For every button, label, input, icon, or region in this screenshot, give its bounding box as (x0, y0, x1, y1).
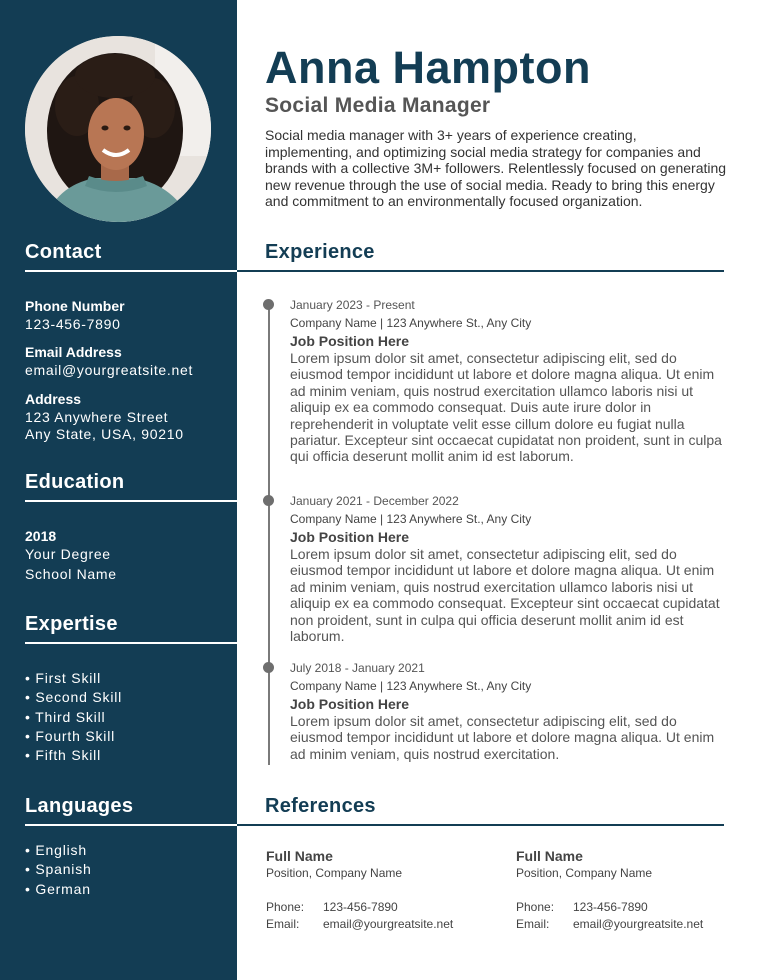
timeline-dot (263, 495, 274, 506)
phone-value[interactable]: 123-456-7890 (25, 316, 121, 332)
reference-name: Full Name (266, 848, 333, 864)
reference-email[interactable]: email@yourgreatsite.net (573, 917, 704, 931)
job-dates: January 2021 - December 2022 (290, 494, 459, 508)
job-company: Company Name | 123 Anywhere St., Any City (290, 679, 532, 693)
reference-phone-row (516, 899, 746, 916)
timeline-dot (263, 299, 274, 310)
job-title: Job Position Here (290, 529, 410, 545)
language-item: • Spanish (25, 860, 92, 879)
expertise-divider (25, 642, 237, 644)
timeline-dot (263, 662, 274, 673)
expertise-list (25, 669, 122, 765)
reference-phone-row (266, 899, 496, 916)
reference-email[interactable]: email@yourgreatsite.net (323, 917, 454, 931)
expertise-item: • Fifth Skill (25, 746, 122, 765)
job-description: Lorem ipsum dolor sit amet, consectetur adipiscing elit, sed do eiusmod tempor incididunt ut labore et dolore magna aliqua. Ut enim ad minim veniam, quis nostrud exercitation ullamco laboris nisi ut aliquip ex ea commodo consequat. Duis aute irure dolor in reprehenderit in voluptate velit esse cillum dolore eu fugiat nulla pariatur. Excepteur sint occaecat cupidatat non proident, sunt in culpa qui officia deserunt mollit anim id est laborum. (290, 350, 722, 465)
reference-email-row (266, 916, 496, 933)
reference-email-label: Email: (266, 917, 300, 931)
expertise-item: • Fourth Skill (25, 727, 122, 746)
experience-heading: Experience (265, 241, 375, 263)
timeline-line (268, 305, 270, 765)
reference-position: Position, Company Name (516, 866, 653, 880)
job-description: Lorem ipsum dolor sit amet, consectetur adipiscing elit, sed do eiusmod tempor incididunt ut labore et dolore magna aliqua. Ut enim ad minim veniam, quis nostrud exercitation. (290, 713, 715, 762)
address-line-2: Any State, USA, 90210 (25, 426, 184, 442)
job-dates: July 2018 - January 2021 (290, 661, 425, 675)
reference-card (266, 848, 496, 933)
education-degree: Your Degree (25, 546, 111, 562)
education-divider (25, 500, 237, 502)
language-item: • German (25, 880, 92, 899)
sidebar (0, 0, 237, 980)
reference-phone-label: Phone: (266, 900, 305, 914)
address-line-1: 123 Anywhere Street (25, 409, 169, 425)
experience-entry (290, 660, 730, 762)
job-title: Job Position Here (290, 333, 410, 349)
job-company: Company Name | 123 Anywhere St., Any City (290, 512, 532, 526)
phone-label: Phone Number (25, 298, 125, 314)
references-divider (237, 824, 724, 826)
address-label: Address (25, 391, 82, 407)
expertise-item: • Third Skill (25, 708, 122, 727)
reference-email-row (516, 916, 746, 933)
profile-photo-illustration (25, 36, 211, 222)
job-role: Social Media Manager (265, 94, 491, 117)
reference-email-label: Email: (516, 917, 550, 931)
profile-summary: Social media manager with 3+ years of experience creating, implementing, and optimizing social media strategy for companies and brands with a collective 3M+ followers. Relentlessly focused on generating new revenue through the use of social media. Ready to bring this energy and commitment to an environmentally focused organization. (265, 127, 727, 210)
reference-phone[interactable]: 123-456-7890 (573, 900, 648, 914)
job-description: Lorem ipsum dolor sit amet, consectetur adipiscing elit, sed do eiusmod tempor incididunt ut labore et dolore magna aliqua. Ut enim ad minim veniam, quis nostrud exercitation ullamco laboris nisi ut aliquip ex ea commodo consequat. Excepteur sint occaecat cupidatat non proident, sunt in culpa qui officia deserunt mollit anim id est laborum. (290, 546, 720, 645)
expertise-item: • First Skill (25, 669, 122, 688)
main-content (237, 0, 757, 980)
reference-phone-label: Phone: (516, 900, 555, 914)
profile-photo (25, 36, 211, 222)
languages-list (25, 841, 92, 899)
job-title: Job Position Here (290, 696, 410, 712)
education-year: 2018 (25, 528, 57, 544)
experience-divider (237, 270, 724, 272)
expertise-heading: Expertise (25, 613, 118, 635)
full-name: Anna Hampton (265, 42, 591, 93)
language-item: • English (25, 841, 92, 860)
languages-heading: Languages (25, 795, 134, 817)
expertise-item: • Second Skill (25, 688, 122, 707)
reference-name: Full Name (516, 848, 583, 864)
experience-entry (290, 297, 730, 465)
reference-card (516, 848, 746, 933)
references-heading: References (265, 795, 376, 817)
email-value[interactable]: email@yourgreatsite.net (25, 362, 194, 378)
contact-heading: Contact (25, 241, 102, 263)
experience-entry (290, 493, 730, 644)
languages-divider (25, 824, 237, 826)
reference-phone[interactable]: 123-456-7890 (323, 900, 398, 914)
reference-position: Position, Company Name (266, 866, 403, 880)
job-dates: January 2023 - Present (290, 298, 415, 312)
contact-divider (25, 270, 237, 272)
education-heading: Education (25, 471, 125, 493)
job-company: Company Name | 123 Anywhere St., Any City (290, 316, 532, 330)
email-label: Email Address (25, 344, 122, 360)
education-school: School Name (25, 566, 117, 582)
